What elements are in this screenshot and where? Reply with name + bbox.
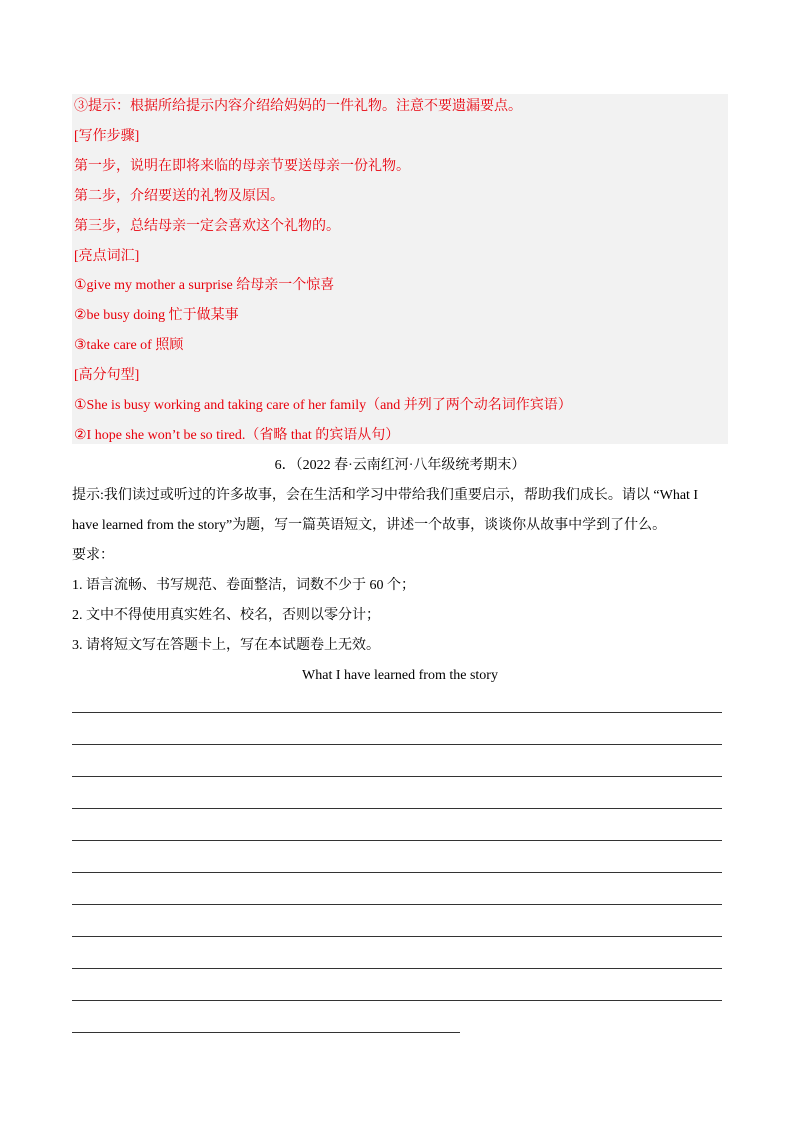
writing-line[interactable] [72, 712, 722, 713]
hint-line-11: ①She is busy working and taking care of her family（and 并列了两个动名词作宾语） [74, 398, 572, 413]
writing-line[interactable] [72, 808, 722, 809]
answer-hint-box [72, 94, 728, 444]
writing-line[interactable] [72, 936, 722, 937]
writing-line[interactable] [72, 744, 722, 745]
hint-line-8: ②be busy doing 忙于做某事 [74, 308, 239, 323]
requirement-1: 1. 语言流畅、书写规范、卷面整洁，词数不少于 60 个； [72, 578, 415, 593]
requirement-2: 2. 文中不得使用真实姓名、校名，否则以零分计； [72, 608, 380, 623]
hint-line-6: [亮点词汇] [74, 249, 140, 264]
writing-line[interactable] [72, 904, 722, 905]
writing-line[interactable] [72, 840, 722, 841]
question-header: 6．（2022 春·云南红河·八年级统考期末） [274, 458, 526, 473]
prompt-line-1: 提示:我们读过或听过的许多故事，会在生活和学习中带给我们重要启示，帮助我们成长。请以 “What I [72, 488, 699, 503]
writing-line-last[interactable] [72, 1032, 460, 1033]
hint-line-9: ③take care of 照顾 [74, 338, 184, 353]
requirements-label: 要求： [72, 548, 114, 563]
hint-line-4: 第二步，介绍要送的礼物及原因。 [74, 189, 284, 204]
hint-line-10: [高分句型] [74, 368, 140, 383]
hint-line-12: ②I hope she won’t be so tired.（省略 that 的宾语从句） [74, 428, 400, 443]
prompt-line-2: have learned from the story”为题，写一篇英语短文，讲述一个故事，谈谈你从故事中学到了什么。 [72, 518, 667, 533]
writing-line[interactable] [72, 1000, 722, 1001]
hint-line-3: 第一步，说明在即将来临的母亲节要送母亲一份礼物。 [74, 159, 410, 174]
writing-line[interactable] [72, 968, 722, 969]
hint-line-7: ①give my mother a surprise 给母亲一个惊喜 [74, 278, 335, 293]
essay-title: What I have learned from the story [302, 668, 498, 683]
hint-line-1: ③提示：根据所给提示内容介绍给妈妈的一件礼物。注意不要遗漏要点。 [74, 99, 522, 114]
requirement-3: 3. 请将短文写在答题卡上，写在本试题卷上无效。 [72, 638, 380, 653]
hint-line-2: [写作步骤] [74, 129, 140, 144]
writing-line[interactable] [72, 872, 722, 873]
writing-line[interactable] [72, 776, 722, 777]
hint-line-5: 第三步，总结母亲一定会喜欢这个礼物的。 [74, 219, 340, 234]
